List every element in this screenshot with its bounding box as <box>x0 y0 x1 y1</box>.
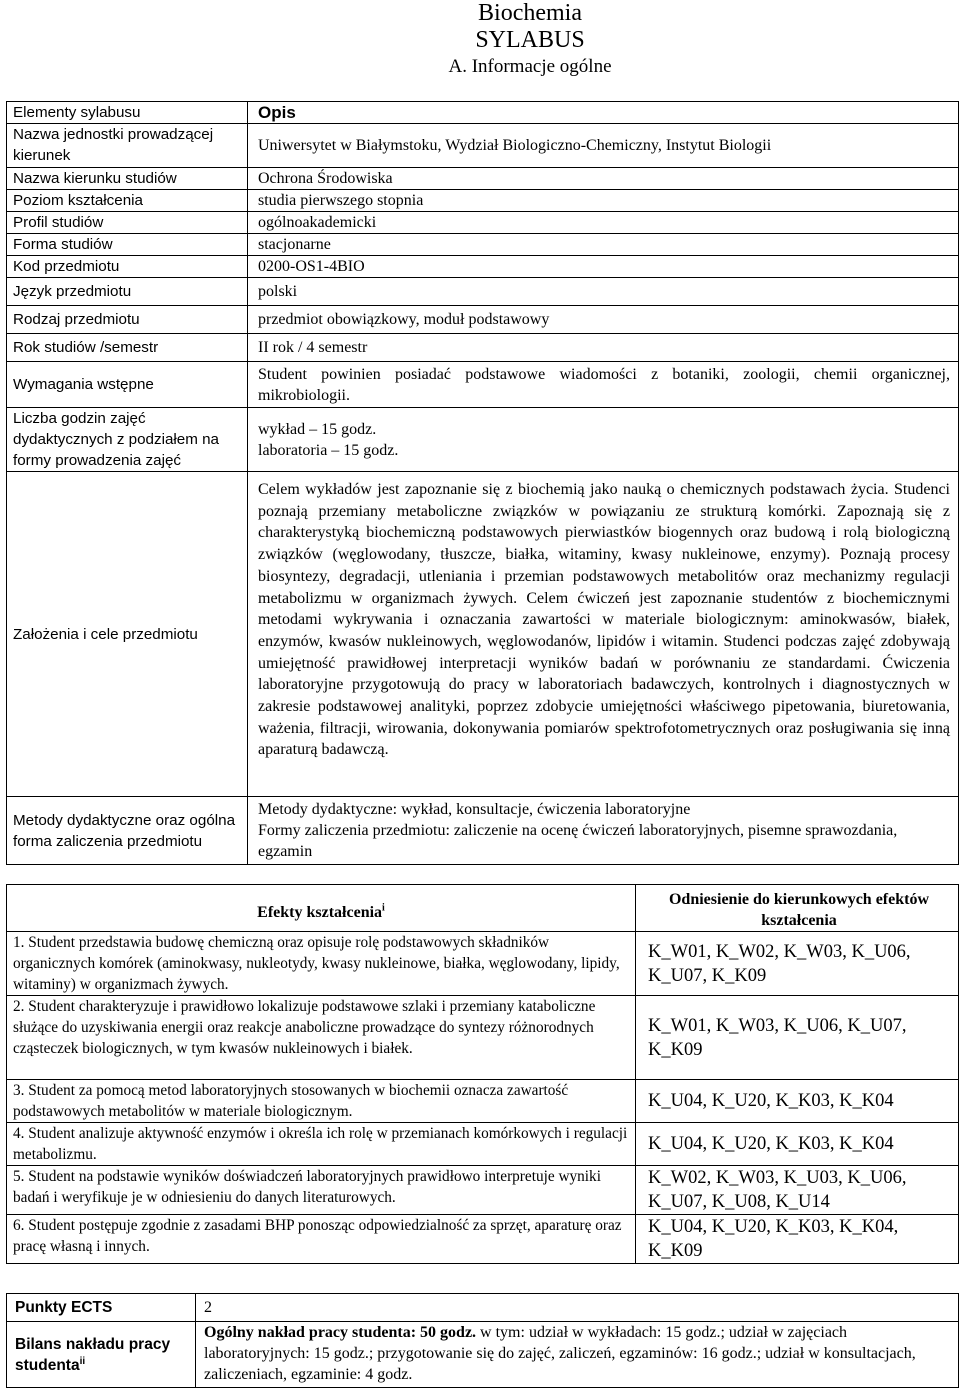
label-unit: Nazwa jednostki prowadzącej kierunek <box>7 124 248 168</box>
methods-assessment: Formy zaliczenia przedmiotu: zaliczenie na ocenę ćwiczeń laboratoryjnych, pisemne sprawozdania, egzamin <box>258 822 898 860</box>
effects-head-right: Odniesienie do kierunkowych efektów kształcenia <box>636 885 959 932</box>
effects-table <box>6 884 959 1264</box>
value-requirements: Student powinien posiadać podstawowe wiadomości z botaniki, zoologii, chemii organicznej, mikrobiologii. <box>248 362 959 408</box>
effect-row-4: 4. Student analizuje aktywność enzymów i określa ich rolę w przemianach komórkowych i regulacji metabolizmu. <box>7 1123 636 1166</box>
effect-row-5: 5. Student na podstawie wyników doświadczeń laboratoryjnych prawidłowo interpretuje wyniki badań i weryfikuje je w odniesieniu do danych literaturowych. <box>7 1166 636 1215</box>
effect-row-6: 6. Student postępuje zgodnie z zasadami BHP ponosząc odpowiedzialność za sprzęt, aparaturę oraz pracę własną i innych. <box>7 1215 636 1264</box>
value-profile: ogólnoakademicki <box>248 212 959 234</box>
label-profile: Profil studiów <box>7 212 248 234</box>
effects-footnote-mark: i <box>382 902 385 914</box>
value-form: stacjonarne <box>248 234 959 256</box>
value-methods <box>248 797 959 865</box>
value-year: II rok / 4 semestr <box>248 334 959 362</box>
hours-lecture: wykład – 15 godz. <box>258 420 377 438</box>
value-goals: Celem wykładów jest zapoznanie się z biochemią jako nauką o chemicznych podstawach życia. Studenci poznają przemiany metaboliczne związków w powiązaniu ze strukturą komórki. Zapoznają się z charakterystyką biochemiczną podstawowych pierwiastków biogennych oraz budową i rolą biologiczną związków (węglowodany, tłuszcze, białka, witaminy, kwasy nukleinowe, enzymy). Poznają procesy biosyntezy, degradacji, utleniania i przemian podstawowych metabolitów oraz mechanizmy regulacji metabolizmu w organizmach żywych. Celem ćwiczeń jest zapoznanie studentów z biochemicznymi metodami wykrywania i oznaczania zawartości w materiale biologicznym: aminokwasów, białek, enzymów, kwasów nukleinowych, węglowodanów, lipidów i witamin. Studenci podczas zajęć zdobywają umiejętność prawidłowej interpretacji wyników badań w porównaniu ze standardami. Ćwiczenia laboratoryjne przygotowują do pracy w laboratoriach badawczych, kontrolnych i diagnostycznych w zakresie podstawowej analityki, poprzez zdobycie umiejętności właściwego pipetowania, biuretowania, ważenia, filtracji, wirowania, dokonywania pomiarów spektrofotometrycznych oraz posługiwania się inną aparaturą badawczą. <box>248 472 959 797</box>
effect-ref-3: K_U04, K_U20, K_K03, K_K04 <box>636 1080 959 1123</box>
label-year: Rok studiów /semestr <box>7 334 248 362</box>
workload-footnote-mark: ii <box>79 1355 86 1367</box>
value-unit: Uniwersytet w Białymstoku, Wydział Biologiczno-Chemiczny, Instytut Biologii <box>248 124 959 168</box>
ects-value: 2 <box>196 1294 959 1322</box>
label-hours: Liczba godzin zajęć dydaktycznych z podziałem na formy prowadzenia zajęć <box>7 408 248 472</box>
effect-ref-1: K_W01, K_W02, K_W03, K_U06, K_U07, K_K09 <box>636 932 959 996</box>
effect-ref-4: K_U04, K_U20, K_K03, K_K04 <box>636 1123 959 1166</box>
document-subtitle: SYLABUS <box>475 27 585 53</box>
info-head-right: Opis <box>248 102 959 124</box>
workload-label-cell <box>7 1322 196 1388</box>
label-code: Kod przedmiotu <box>7 256 248 278</box>
document-title: Biochemia <box>478 0 582 26</box>
label-methods: Metody dydaktyczne oraz ogólna forma zaliczenia przedmiotu <box>7 797 248 865</box>
workload-label: Bilans nakładu pracy studenta <box>15 1335 171 1374</box>
effect-ref-5: K_W02, K_W03, K_U03, K_U06, K_U07, K_U08, K_U14 <box>636 1166 959 1215</box>
info-table <box>6 101 959 865</box>
label-goals: Założenia i cele przedmiotu <box>7 472 248 797</box>
methods-didactic: Metody dydaktyczne: wykład, konsultacje, ćwiczenia laboratoryjne <box>258 801 691 818</box>
effect-row-1: 1. Student przedstawia budowę chemiczną oraz opisuje rolę podstawowych składników organicznych komórek (aminokwasy, nukleotydy, kwasy nukleinowe, białka, węglowodany, lipidy, witaminy) w organizmach żywych. <box>7 932 636 996</box>
label-type: Rodzaj przedmiotu <box>7 306 248 334</box>
label-requirements: Wymagania wstępne <box>7 362 248 408</box>
effect-row-3: 3. Student za pomocą metod laboratoryjnych stosowanych w biochemii oznacza zawartość podstawowych metabolitów w materiale biologicznym. <box>7 1080 636 1123</box>
label-language: Język przedmiotu <box>7 278 248 306</box>
effect-ref-2: K_W01, K_W03, K_U06, K_U07, K_K09 <box>636 996 959 1080</box>
workload-breakdown: w tym: udział w wykładach: 15 godz.; udział w zajęciach laboratoryjnych: 15 godz.; przygotowanie się do zajęć, zaliczeń, egzaminów: 16 godz.; udział w konsultacjach, zaliczeniach, egzaminie: 4 godz. <box>204 1324 916 1383</box>
value-field: Ochrona Środowiska <box>248 168 959 190</box>
effects-head-label: Efekty kształcenia <box>257 903 383 921</box>
label-field: Nazwa kierunku studiów <box>7 168 248 190</box>
ects-table <box>6 1293 959 1388</box>
effects-head-left <box>7 885 636 932</box>
effect-ref-6: K_U04, K_U20, K_K03, K_K04, K_K09 <box>636 1215 959 1264</box>
label-level: Poziom kształcenia <box>7 190 248 212</box>
effect-row-2: 2. Student charakteryzuje i prawidłowo lokalizuje podstawowe szlaki i przemiany kataboliczne służące do uzyskiwania energii oraz reakcje anaboliczne prowadzące do syntezy różnorodnych cząsteczek biologicznych, w tym kwasów nukleinowych i białek. <box>7 996 636 1080</box>
ects-label: Punkty ECTS <box>7 1294 196 1322</box>
workload-total: Ogólny nakład pracy studenta: 50 godz. <box>204 1324 477 1341</box>
info-head-left: Elementy sylabusu <box>7 102 248 124</box>
value-level: studia pierwszego stopnia <box>248 190 959 212</box>
workload-value <box>196 1322 959 1388</box>
value-language: polski <box>248 278 959 306</box>
value-hours <box>248 408 959 472</box>
value-type: przedmiot obowiązkowy, moduł podstawowy <box>248 306 959 334</box>
label-form: Forma studiów <box>7 234 248 256</box>
hours-lab: laboratoria – 15 godz. <box>258 441 399 459</box>
section-heading: A. Informacje ogólne <box>448 56 612 77</box>
value-code: 0200-OS1-4BIO <box>248 256 959 278</box>
